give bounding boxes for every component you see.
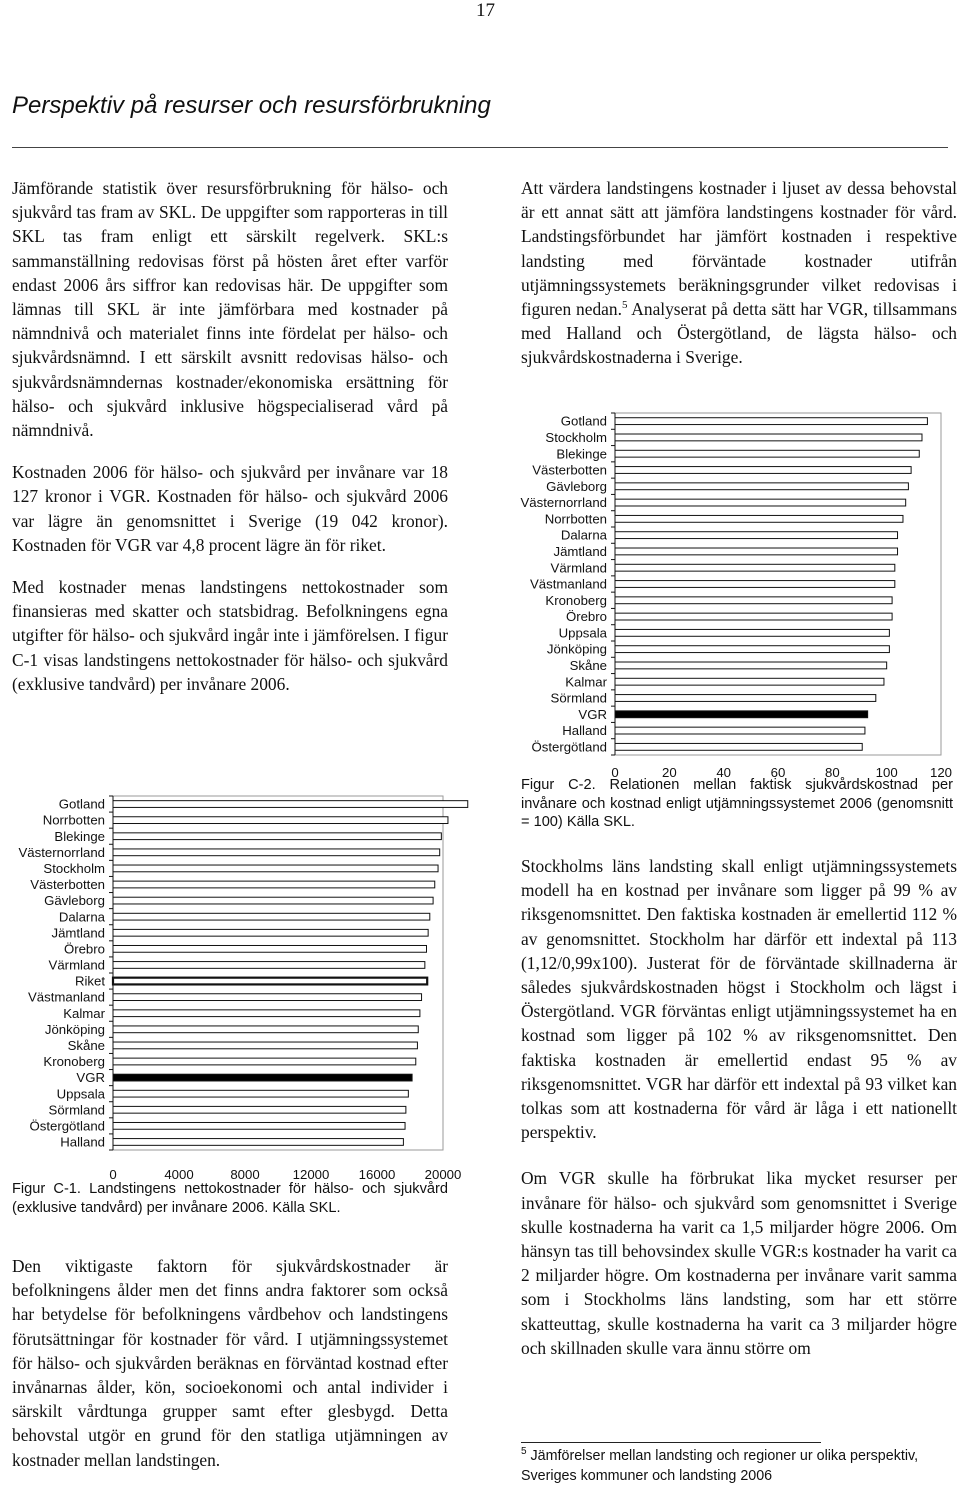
footnote [521,1446,951,1486]
category-label: Gotland [58,796,105,812]
bar [113,994,422,1001]
category-label: Riket [74,973,105,989]
category-label: Örebro [565,609,607,625]
bar [113,913,430,920]
footnote-number: 5 [521,1446,527,1458]
bar [615,629,889,636]
bar [113,817,448,824]
paragraph: Stockholms läns landsting skall enligt utjämningssystemets modell ha en kostnad per invånare som ligger på 99 % av riksgenomsnittet. Den faktiska kostnaden är emellertid 112 % av genomsnittet. Stockholm har därför ett indextal på 113 (1,12/0,99x100). Justerat för de förväntade skillnaderna är således sjukvårdskostnaden högst i Stockholm och lägst i Östergötland. VGR förväntas enligt utjämningssystemet ha en kostnad som ligger på 102 % av riksgenomsnittet. Den faktiska kostnaden är emellertid endast 95 % av riksgenomsnittet. VGR har därför ett indextal på 93 vilket kan tolkas som att kostnaderna för vård är låga i ett nationellt perspektiv. [521,856,957,1143]
category-label: Västmanland [28,989,105,1005]
footnote-text: Jämförelser mellan landsting och regioner ur olika perspektiv, Sveriges kommuner och landsting 2006 [521,1448,919,1484]
bar [113,1042,417,1049]
bar [113,945,427,952]
x-tick-label: 8000 [230,1167,260,1182]
category-label: Jönköping [44,1021,105,1037]
category-label: Östergötland [29,1118,105,1134]
category-label: Stockholm [43,861,105,877]
section-title: Perspektiv på resurser och resursförbrukning [12,92,491,119]
category-label: Gävleborg [44,893,105,909]
x-tick-label: 20000 [424,1167,462,1182]
category-label: Norrbotten [544,511,607,527]
bar [113,1026,418,1033]
bar [615,434,922,441]
category-label: Blekinge [556,446,607,462]
category-label: Gävleborg [546,478,607,494]
bar-highlighted [113,1074,412,1081]
x-tick-label: 4000 [164,1167,194,1182]
bar [113,849,440,856]
footnote-reference: 5 [621,299,628,312]
paragraph: Den viktigaste faktorn för sjukvårdskostnader är befolkningens ålder men det finns andra faktorer som också har betydelse för befolkningens vårdbehov och landstingens förutsättningar för kostnader för vård. I utjämningssystemet för hälso- och sjukvården beräknas en förväntad kostnad efter invånarnas ålder, kön, socioekonomi och antal individer i särskilt vårdtunga grupper samt efter glesbygd. Detta behovstal utgör en grund för den statliga utjämningen av kostnader mellan landstingen. [12,1256,448,1470]
bar [615,532,898,539]
x-tick-label: 12000 [292,1167,330,1182]
bar [615,483,908,490]
category-label: Västerbotten [532,462,607,478]
category-label: Östergötland [531,739,607,755]
bar [113,1139,403,1146]
bar [615,662,887,669]
category-label: Västmanland [530,576,607,592]
category-label: Skåne [67,1038,105,1054]
bar [113,1122,405,1129]
category-label: Halland [562,723,607,739]
footnote-divider [521,1442,821,1443]
x-tick-label: 100 [875,765,898,780]
bar [615,564,895,571]
bar [113,881,435,888]
bar [615,646,889,653]
bar [615,727,865,734]
category-label: Gotland [560,413,607,429]
x-tick-label: 120 [929,765,953,780]
bar [615,613,892,620]
category-label: Örebro [63,941,105,957]
right-column-top [521,176,957,388]
paragraph: Om VGR skulle ha förbrukat lika mycket resurser per invånare för hälso- och sjukvård som genomsnittet i Sverige skulle kostnaderna ha varit ca 1,5 miljarder högre 2006. Om hänsyn tas till behovsindex skulle VGR:s kostnader ha varit ca 2 miljarder högre. Om kostnaderna per invånare varit samma som i Stockholms läns landsting, som har ett större skatteuttag, skulle kostnaderna ha varit ca 3 miljarder högre och skillnaden skulle vara ännu större om [521,1168,957,1358]
bar [113,1058,416,1065]
x-tick-label: 16000 [358,1167,396,1182]
category-label: Sörmland [550,690,607,706]
page-number: 17 [476,0,495,21]
category-label: Blekinge [54,828,105,844]
x-tick-label: 80 [824,765,840,780]
category-label: Uppsala [56,1086,105,1102]
chart-c2 [505,405,960,780]
bar [113,801,468,808]
bar [113,897,433,904]
category-label: VGR [578,706,607,722]
category-label: Uppsala [558,625,607,641]
bar [615,743,862,750]
category-label: Halland [60,1134,105,1150]
bar [615,499,906,506]
category-label: Värmland [48,957,105,973]
bar [615,548,898,555]
category-label: Sörmland [48,1102,105,1118]
paragraph: Jämförande statistik över resursförbrukning för hälso- och sjukvård tas fram av SKL. De uppgifter som rapporteras in till SKL tas fram enligt ett särskilt regelverk. SKL:s sammanställning redovisas först på hösten året efter varför endast 2006 års siffror kan redovisas här. De uppgifter som lämnas till SKL är inte jämförbara med kostnader på nämndnivå och materialet finns inte fördelat per hälso- och sjukvårdsnämnd. I ett särskilt avsnitt redovisas hälso- och sjukvårdsnämndernas kostnader/ekonomiska ersättning för hälso- och sjukvård inklusive högspecialiserad vård på nämndnivå. [12,178,448,441]
category-label: Kalmar [63,1005,105,1021]
x-tick-label: 40 [716,765,732,780]
category-label: Jönköping [546,641,607,657]
category-label: Värmland [550,560,607,576]
category-label: VGR [76,1070,105,1086]
x-tick-label: 0 [611,765,619,780]
bar [113,833,441,840]
bar [113,1106,406,1113]
bar [615,678,884,685]
left-column-top [12,176,448,714]
bar [615,467,911,474]
category-label: Västernorrland [18,844,105,860]
bar-highlighted [615,711,868,718]
category-label: Västerbotten [30,877,105,893]
bar [615,515,903,522]
bar [113,865,438,872]
bar [113,929,428,936]
bar [615,695,876,702]
category-label: Kalmar [565,674,607,690]
figure-c1-caption: Figur C-1. Landstingens nettokostnader för hälso- och sjukvård (exklusive tandvård) per invånare 2006. Källa SKL. [12,1181,448,1216]
x-tick-label: 0 [109,1167,117,1182]
paragraph-text: Analyserat på detta sätt har VGR, tillsammans med Halland och Östergötland, de lägsta hälso- och sjukvårdskostnaderna i Sverige. [521,299,957,368]
right-column-bottom [521,854,957,1382]
bar [113,1010,420,1017]
chart-c1-svg [0,790,462,1185]
bar [113,1090,408,1097]
bar [615,450,919,457]
paragraph-text: Att värdera landstingens kostnader i ljuset av dessa behovstal är ett annat sätt att jämföra landstingens kostnader för vård. Landstingsförbundet har jämfört kostnaden i respektive landsting med förväntade kostnader utifrån utjämningssystemets beräkningsgrunder vilket redovisas i figuren nedan. [521,178,957,320]
category-label: Västernorrland [520,495,607,511]
bar [113,978,427,985]
chart-c1 [0,790,462,1185]
category-label: Dalarna [58,909,105,925]
chart-c2-svg [505,405,960,780]
category-label: Kronoberg [545,592,607,608]
category-label: Skåne [569,658,607,674]
category-label: Stockholm [545,430,607,446]
paragraph [521,176,957,370]
category-label: Kronoberg [43,1054,105,1070]
paragraph: Med kostnader menas landstingens nettokostnader som finansieras med skatter och statsbidrag. Befolkningens egna utgifter för hälso- och sjukvård ingår inte i jämförelsen. I figur C-1 visas landstingens nettokostnader för hälso- och sjukvård (exklusive tandvård) per invånare 2006. [12,577,448,694]
bar [113,962,425,969]
category-label: Norrbotten [42,812,105,828]
category-label: Dalarna [560,527,607,543]
x-tick-label: 20 [661,765,677,780]
left-column-bottom [12,1254,448,1490]
paragraph: Kostnaden 2006 för hälso- och sjukvård per invånare var 18 127 kronor i VGR. Kostnaden för hälso- och sjukvård 2006 var lägre än genomsnittet i Sverige (19 042 kronor). Kostnaden för VGR var 4,8 procent lägre än för riket. [12,462,448,555]
category-label: Jämtland [553,544,607,560]
x-tick-label: 60 [770,765,786,780]
bar [615,597,892,604]
bar [615,418,927,425]
category-label: Jämtland [51,925,105,941]
figure-c2-caption: Figur C-2. Relationen mellan faktisk sjukvårdskostnad per invånare och kostnad enligt utjämningssystemet 2006 (genomsnitt = 100) Källa SKL. [521,777,953,830]
bar [615,581,895,588]
header-divider [12,147,948,148]
